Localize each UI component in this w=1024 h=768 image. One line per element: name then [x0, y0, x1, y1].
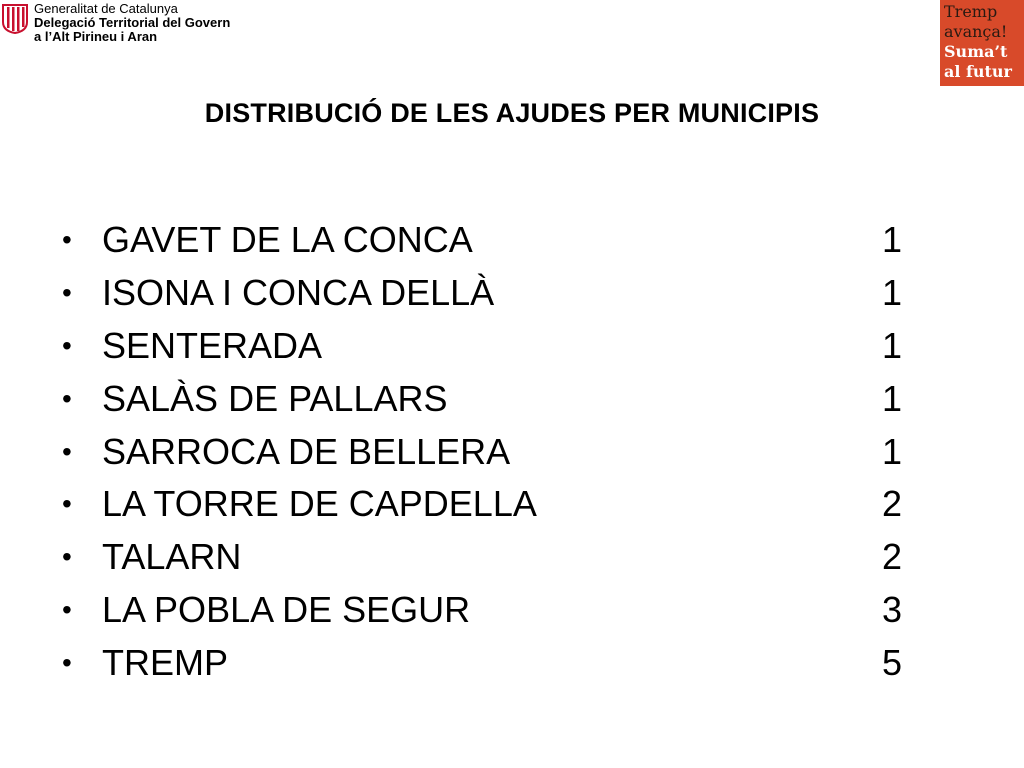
municipality-name: TREMP [102, 641, 228, 683]
municipality-name: TALARN [102, 536, 242, 578]
list-item [62, 372, 922, 425]
municipality-name: SENTERADA [102, 324, 323, 366]
aid-count: 1 [881, 430, 902, 472]
municipality-name: LA TORRE DE CAPDELLA [102, 483, 537, 525]
municipality-name: SARROCA DE BELLERA [102, 430, 511, 472]
bullet-icon: • [62, 435, 72, 467]
bullet-icon: • [62, 541, 72, 573]
list-item [62, 320, 922, 373]
aid-count: 2 [881, 536, 902, 578]
municipality-name: GAVET DE LA CONCA [102, 219, 473, 261]
list-item [62, 636, 922, 689]
bullet-icon: • [62, 593, 72, 625]
list-item [62, 478, 922, 531]
municipality-name: ISONA I CONCA DELLÀ [102, 272, 495, 314]
bullet-icon: • [62, 488, 72, 520]
municipality-list [62, 214, 922, 689]
aid-count: 1 [881, 219, 902, 261]
org-name-line1: Generalitat de Catalunya [34, 1, 178, 16]
aid-count: 2 [881, 483, 902, 525]
list-item [62, 214, 922, 267]
municipality-name: SALÀS DE PALLARS [102, 377, 448, 419]
aid-count: 1 [881, 272, 902, 314]
org-name-line2: Delegació Territorial del Govern [34, 15, 231, 30]
bullet-icon: • [62, 224, 72, 256]
generalitat-text [34, 2, 230, 44]
campaign-line4: al futur [944, 62, 1012, 81]
bullet-icon: • [62, 277, 72, 309]
senyera-emblem-icon [2, 4, 28, 34]
list-item [62, 584, 922, 637]
campaign-line1: Tremp [944, 2, 998, 21]
bullet-icon: • [62, 646, 72, 678]
tremp-campaign-logo [940, 0, 1024, 86]
page-title: DISTRIBUCIÓ DE LES AJUDES PER MUNICIPIS [204, 98, 820, 128]
bullet-icon: • [62, 329, 72, 361]
aid-count: 3 [881, 588, 902, 630]
campaign-line3: Suma’t [944, 42, 1008, 61]
list-item [62, 425, 922, 478]
org-name-line3: a l’Alt Pirineu i Aran [34, 29, 158, 44]
municipality-name: LA POBLA DE SEGUR [102, 588, 471, 630]
list-item [62, 531, 922, 584]
aid-count: 1 [881, 377, 902, 419]
aid-count: 5 [881, 641, 902, 683]
campaign-line2: avança! [944, 22, 1008, 41]
aid-count: 1 [881, 324, 902, 366]
bullet-icon: • [62, 382, 72, 414]
generalitat-logo [2, 2, 230, 44]
list-item [62, 267, 922, 320]
